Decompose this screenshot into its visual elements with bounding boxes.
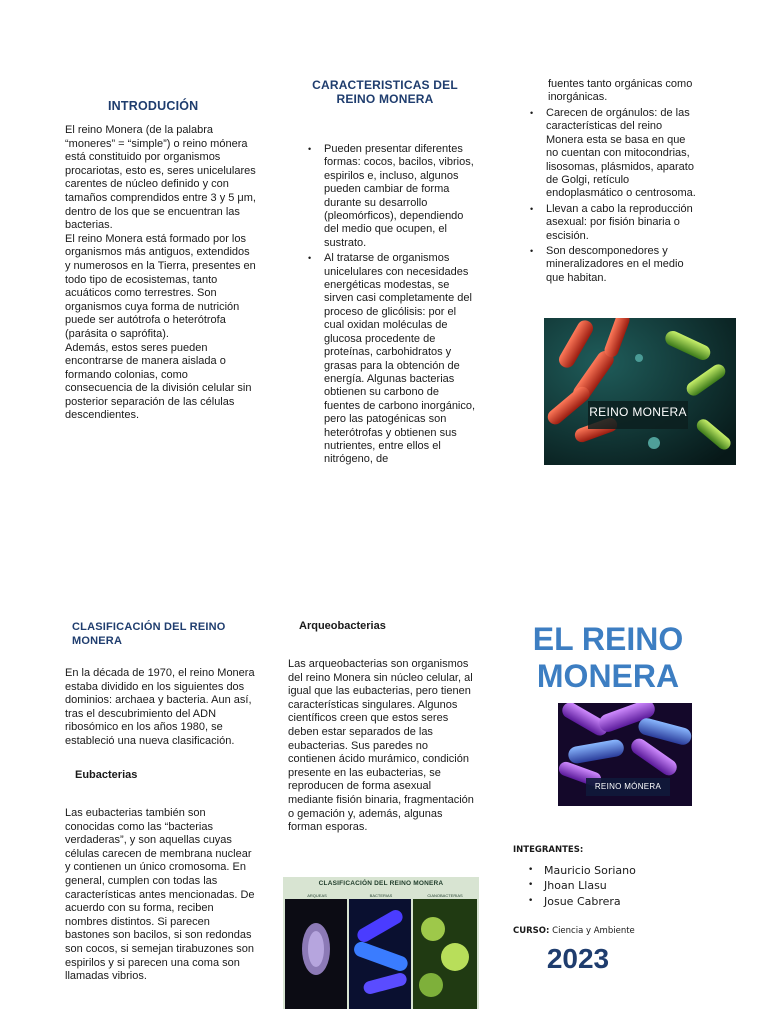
cover-title [510, 621, 706, 695]
list-item: • Carecen de orgánulos: de las características del reino Monera esta se basa en que no cuentan con mitocondrias, lisosomas, plásmidos, aparato de Golgi, retículo endoplasmático o centrosoma. [530, 107, 700, 201]
arqueobacterias-text: Las arqueobacterias son organismos del reino Monera sin núcleo celular, al igual que las eubacterias, pero tienen características singulares. Algunos científicos creen que estos seres deben estar separados de las eubacterias. Sus paredes no contienen ácido murámico, condición presente en las eubacterias, se reproducen de forma asexual mediante fisión binaria, fragmentación o gemación y, además, algunas forman esporas. [288, 658, 474, 834]
list-item: • Al tratarse de organismos unicelulares con necesidades energéticas modestas, se sirven casi completamente del proceso de glicólisis: por el cual oxidan moléculas de glucosa procedente de proteínas, carbohidratos y grasas para la obtención de energía. Algunas bacterias obtienen su carbono de fuentes de carbono inorgánico, pero las patogénicas son heterótrofas y obtienen sus nutrientes, entre ellos el nitrógeno, de [308, 252, 478, 467]
intro-paragraph-1: El reino Monera (de la palabra “moneres” = “simple”) o reino mónera está constituido por organismos procariotas, esto es, seres unicelulares carentes de núcleo definido y con tamaños comprendidos entre 3 y 5 μm, dentro de los que se encuentran las bacterias. [65, 124, 256, 232]
list-item: • Son descomponedores y mineralizadores en el medio que habitan. [530, 245, 700, 285]
characteristics-title-line1: CARACTERISTICAS DEL [312, 78, 458, 92]
course-value: Ciencia y Ambiente [552, 926, 635, 936]
intro-paragraph-2: El reino Monera está formado por los organismos más antiguos, extendidos y numerosos en la Tierra, presentes en todo tipo de ecosistemas, tanto acuáticos como terrestres. Son organismos cuya forma de nutrición puede ser autótrofa o heterótrofa (parásita o saprófita). [65, 232, 256, 340]
arqueobacterias-title: Arqueobacterias [299, 620, 386, 632]
cover-image-caption: REINO MÓNERA [594, 782, 662, 791]
cover-title-line1: EL REINO [532, 621, 684, 657]
bacteria-image [544, 318, 736, 465]
list-item: • Josue Cabrera [528, 895, 688, 908]
characteristics-title-line2: REINO MONERA [336, 92, 434, 106]
characteristics-list-continued [530, 107, 700, 287]
classification-title [72, 620, 226, 648]
classification-image-label-3: CIANOBACTERIAS [427, 893, 463, 898]
characteristics-continuation: fuentes tanto orgánicas como inorgánicas. [548, 78, 693, 103]
intro-text [65, 124, 257, 423]
bacteria-image-caption: REINO MONERA [589, 405, 687, 419]
cover-image [558, 703, 692, 806]
members-label: INTEGRANTES: [513, 845, 584, 855]
list-item: • Llevan a cabo la reproducción asexual: por fisión binaria o escisión. [530, 203, 700, 243]
classification-title-line2: MONERA [72, 635, 123, 647]
eubacterias-title: Eubacterias [75, 769, 138, 781]
characteristics-title [300, 78, 470, 106]
list-item: • Pueden presentar diferentes formas: cocos, bacilos, vibrios, espirilos e, incluso, algunos pueden cambiar de forma durante su desarrollo (pleomórficos), dependiendo del medio que ocupen, el sustrato. [308, 143, 478, 250]
classification-image-label-1: ARQUEAS [307, 893, 327, 898]
course-label: CURSO: [513, 926, 550, 936]
classification-panels [283, 899, 479, 1009]
members-list [528, 864, 688, 910]
classification-image-label-2: BACTERIAS [369, 893, 393, 898]
list-item: • Jhoan Llasu [528, 879, 688, 892]
intro-paragraph-3: Además, estos seres pueden encontrarse de manera aislada o formando colonias, como consecuencia de la división celular sin posterior separación de las células descendientes. [65, 341, 252, 422]
bacteria-illustration [544, 318, 736, 465]
cover-year: 2023 [546, 943, 610, 974]
intro-title: INTRODUCIÓN [108, 99, 199, 113]
course-line [513, 926, 635, 936]
classification-image [283, 877, 479, 1009]
classification-title-line1: CLASIFICACIÓN DEL REINO [72, 621, 226, 633]
characteristics-list [308, 143, 478, 469]
list-item: • Mauricio Soriano [528, 864, 688, 877]
eubacterias-text: Las eubacterias también son conocidas como las “bacterias verdaderas”, y son aquellas cuyas células carecen de membrana nuclear y contienen un único cromosoma. En general, cumplen con todas las características antes mencionadas. De acuerdo con su forma, reciben nombres distintos. Si parecen bastones son bacilos, si son redondas son cocos, si semejan tirabuzones son espirilos y si parecen una coma son llamadas vibrios. [65, 807, 255, 983]
classification-image-title: CLASIFICACIÓN DEL REINO MONERA [318, 880, 444, 887]
classification-intro: En la década de 1970, el reino Monera estaba dividido en los siguientes dos dominios: archaea y bacteria. Aun así, tras el descubrimiento del ADN ribosómico en los años 1980, se estableció una nueva clasificación. [65, 667, 255, 747]
cover-title-line2: MONERA [536, 658, 680, 694]
